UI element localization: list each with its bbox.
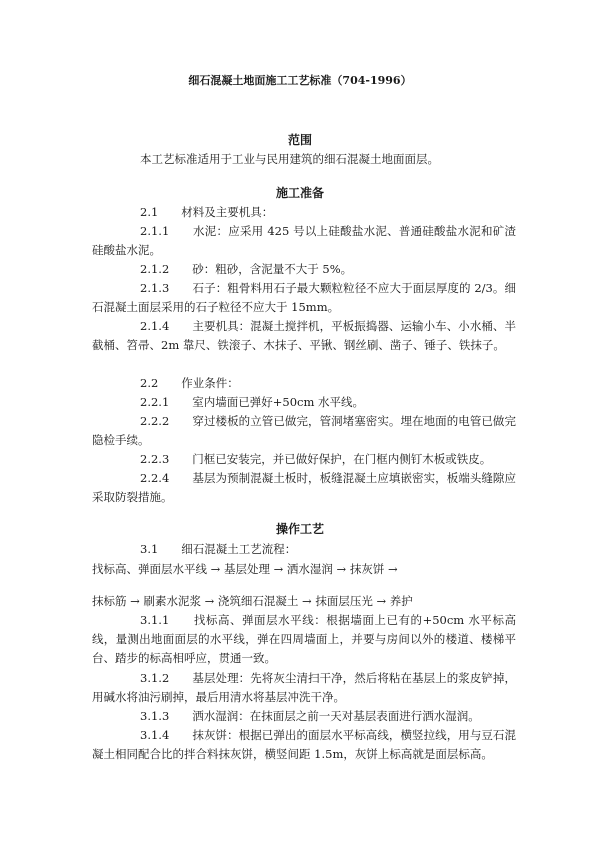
scope-paragraph: 本工艺标准适用于工业与民用建筑的细石混凝土地面面层。	[140, 152, 439, 166]
paragraph-2-2-1: 2.2.1 室内墙面已弹好+50cm 水平线。	[140, 395, 365, 409]
paragraph-2-2-4: 2.2.4 基层为预制混凝土板时，板缝混凝土应填嵌密实，板端头缝隙应采取防裂措施。	[92, 471, 516, 504]
paragraph-2-2: 2.2 作业条件：	[140, 376, 239, 390]
paragraph-2-1-1: 2.1.1 水泥：应采用 425 号以上硅酸盐水泥、普通硅酸盐水泥和矿渣硅酸盐水泥。	[92, 224, 516, 257]
paragraph-2-1: 2.1 材料及主要机具：	[140, 205, 274, 219]
paragraph-3-1-1: 3.1.1 找标高、弹面层水平线：根据墙面上已有的+50cm 水平标高线，量测出地面面层的水平线，弹在四周墙面上，并要与房间以外的楼道、楼梯平台、踏步的标高相呼应，贯通一致。	[92, 613, 516, 665]
paragraph-2-1-3: 2.1.3 石子：粗骨料用石子最大颗粒粒径不应大于面层厚度的 2/3。细石混凝土面层采用的石子粒径不应大于 15mm。	[92, 281, 516, 314]
process-flow-line-1: 找标高、弹面层水平线 → 基层处理 → 洒水湿润 → 抹灰饼 →	[92, 562, 398, 576]
paragraph-2-2-2: 2.2.2 穿过楼板的立管已做完，管洞堵塞密实。埋在地面的电管已做完隐检手续。	[92, 414, 516, 447]
document-title: 细石混凝土地面施工工艺标准（704-1996）	[188, 74, 412, 87]
section-heading-ops: 操作工艺	[275, 522, 324, 536]
section-heading-scope: 范围	[287, 133, 312, 147]
section-heading-prep: 施工准备	[275, 186, 324, 200]
paragraph-2-2-3: 2.2.3 门框已安装完，并已做好保护，在门框内侧钉木板或铁皮。	[140, 452, 492, 466]
paragraph-3-1-2: 3.1.2 基层处理：先将灰尘清扫干净，然后将粘在基层上的浆皮铲掉，用碱水将油污刷掉，最后用清水将基层冲洗干净。	[92, 671, 516, 704]
process-flow-line-2: 抹标筋 → 刷素水泥浆 → 浇筑细石混凝土 → 抹面层压光 → 养护	[92, 594, 413, 608]
paragraph-2-1-2: 2.1.2 砂：粗砂，含泥量不大于 5%。	[140, 262, 353, 276]
paragraph-2-1-4: 2.1.4 主要机具：混凝土搅拌机，平板振捣器、运输小车、小水桶、半截桶、笤帚、2m 靠尺、铁滚子、木抹子、平锹、钢丝刷、凿子、锤子、铁抹子。	[92, 319, 516, 352]
paragraph-3-1: 3.1 细石混凝土工艺流程：	[140, 542, 297, 556]
paragraph-3-1-3: 3.1.3 洒水湿润：在抹面层之前一天对基层表面进行洒水湿润。	[140, 709, 480, 723]
paragraph-3-1-4: 3.1.4 抹灰饼：根据已弹出的面层水平标高线，横竖拉线，用与豆石混凝土相同配合比的拌合料抹灰饼，横竖间距 1.5m，灰饼上标高就是面层标高。	[92, 728, 516, 761]
